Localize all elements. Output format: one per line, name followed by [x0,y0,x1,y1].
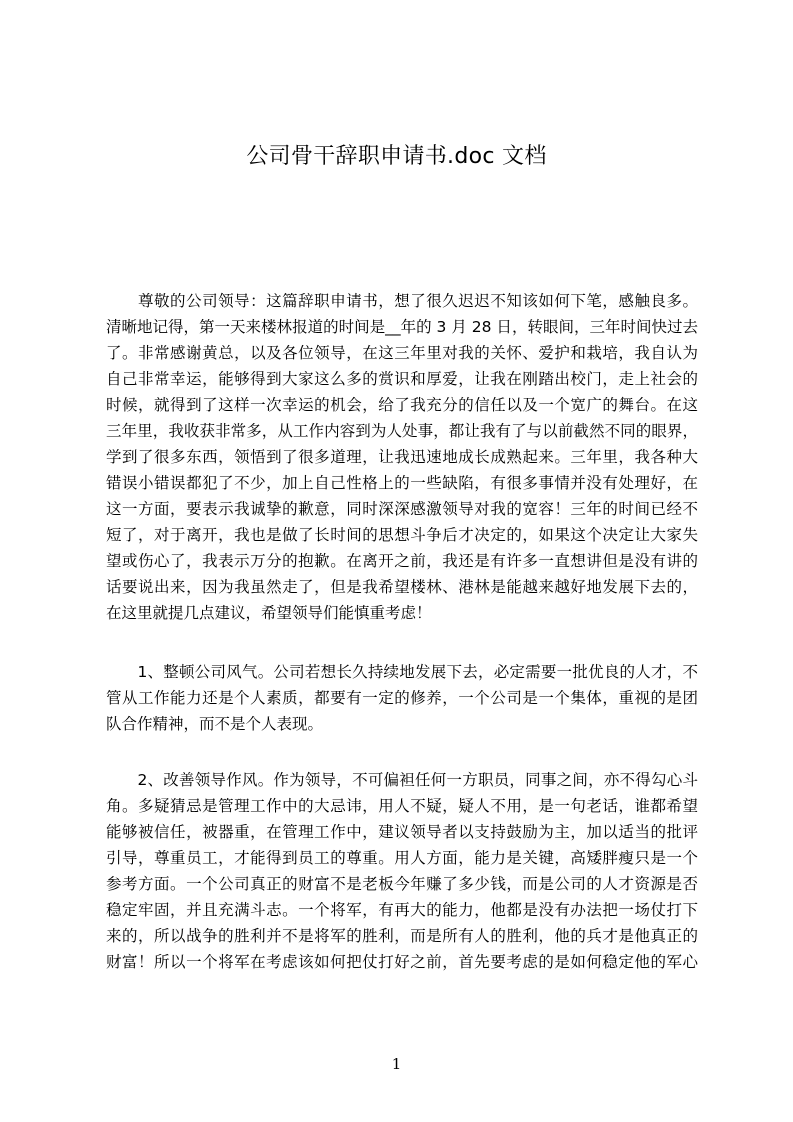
text-line: 在这里就提几点建议，希望领导们能慎重考虑！ [106,604,432,622]
text-line: 1、整顿公司风气。公司若想长久持续地发展下去，必定需要一批优良的人才，不 [106,663,698,681]
text-line: 短了，对于离开，我也是做了长时间的思想斗争后才决定的，如果这个决定让大家失 [106,526,698,544]
paragraph-intro [106,288,698,626]
page-number: 1 [391,1055,402,1073]
paragraph-suggestion-1 [106,659,698,737]
text-line: 财富！所以一个将军在考虑该如何把仗打好之前，首先要考虑的是如何稳定他的军心 [106,953,698,971]
text-line: 清晰地记得，第一天来楼林报道的时间是__年的 3 月 28 日，转眼间，三年时间快过去 [106,318,698,336]
text-line: 引导，尊重员工，才能得到员工的尊重。用人方面，能力是关键，高矮胖瘦只是一个 [106,849,698,867]
text-line: 三年里，我收获非常多，从工作内容到为人处事，都让我有了与以前截然不同的眼界， [106,422,698,440]
document-title: 公司骨干辞职申请书.doc 文档 [246,144,547,169]
text-line: 学到了很多东西，领悟到了很多道理，让我迅速地成长成熟起来。三年里，我各种大 [106,448,698,466]
text-line: 角。多疑猜忌是管理工作中的大忌讳，用人不疑，疑人不用，是一句老话，谁都希望 [106,797,698,815]
text-line: 望或伤心了，我表示万分的抱歉。在离开之前，我还是有许多一直想讲但是没有讲的 [106,552,698,570]
text-line: 时候，就得到了这样一次幸运的机会，给了我充分的信任以及一个宽广的舞台。在这 [106,396,698,414]
text-line: 错误小错误都犯了不少，加上自己性格上的一些缺陷，有很多事情并没有处理好，在 [106,474,698,492]
text-line: 管从工作能力还是个人素质，都要有一定的修养，一个公司是一个集体，重视的是团 [106,689,698,707]
text-line: 尊敬的公司领导：这篇辞职申请书，想了很久迟迟不知该如何下笔，感触良多。 [106,292,698,310]
text-line: 自己非常幸运，能够得到大家这么多的赏识和厚爱，让我在刚踏出校门，走上社会的 [106,370,698,388]
text-line: 能够被信任，被器重，在管理工作中，建议领导者以支持鼓励为主，加以适当的批评 [106,823,698,841]
text-line: 话要说出来，因为我虽然走了，但是我希望楼林、港林是能越来越好地发展下去的， [106,578,698,596]
text-line: 参考方面。一个公司真正的财富不是老板今年赚了多少钱，而是公司的人才资源是否 [106,875,698,893]
text-line: 这一方面，要表示我诚挚的歉意，同时深深感激领导对我的宽容！三年的时间已经不 [106,500,698,518]
text-line: 了。非常感谢黄总，以及各位领导，在这三年里对我的关怀、爱护和栽培，我自认为 [106,344,698,362]
text-line: 来的，所以战争的胜利并不是将军的胜利，而是所有人的胜利，他的兵才是他真正的 [106,927,698,945]
paragraph-suggestion-2 [106,767,698,975]
text-line: 稳定牢固，并且充满斗志。一个将军，有再大的能力，他都是没有办法把一场仗打下 [106,901,698,919]
text-line: 2、改善领导作风。作为领导，不可偏袒任何一方职员，同事之间，亦不得勾心斗 [106,771,698,789]
text-line: 队合作精神，而不是个人表现。 [106,715,324,733]
